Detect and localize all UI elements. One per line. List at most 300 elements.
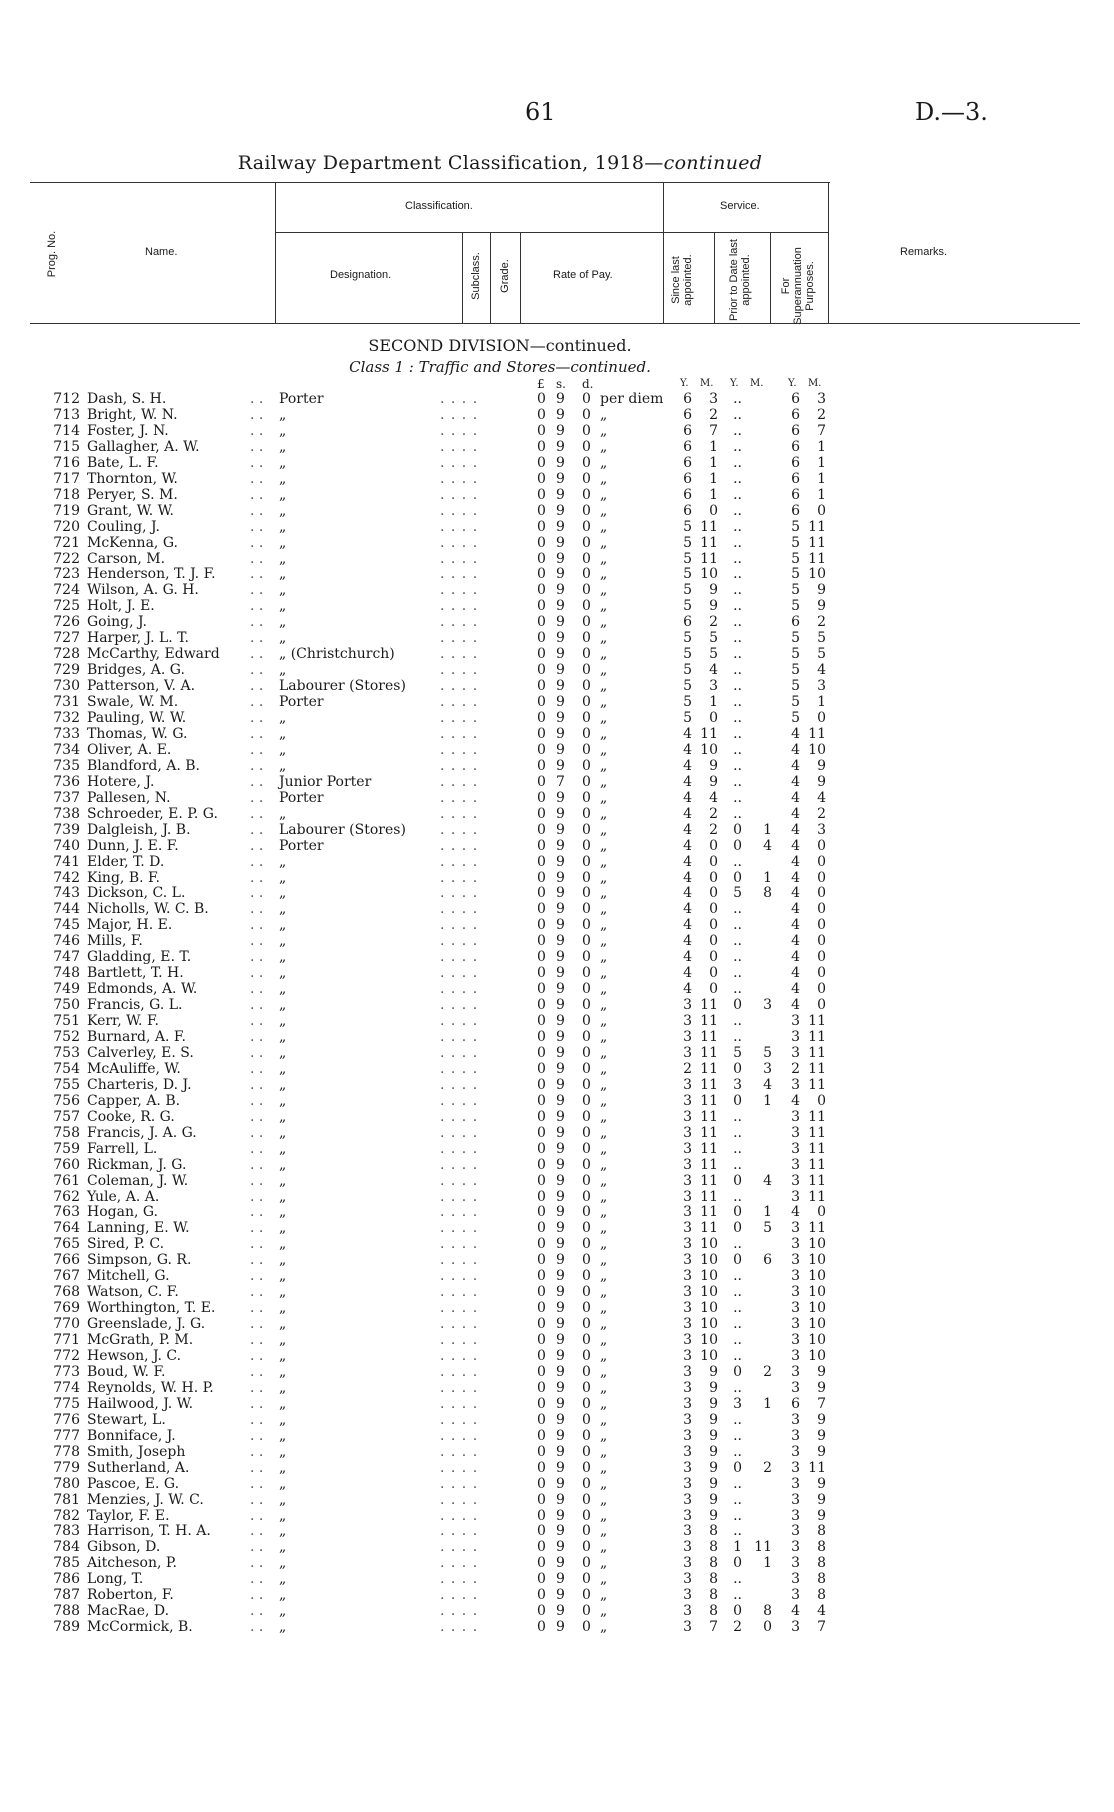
row-rate-pounds: 0 — [537, 1236, 546, 1253]
row-prog-no: 749 — [53, 981, 80, 998]
row-name: Bate, L. F. — [87, 454, 159, 471]
row-since-months: 11 — [700, 1140, 718, 1157]
row-rate-shillings: 9 — [556, 725, 565, 742]
row-rate-shillings: 9 — [556, 837, 565, 854]
row-since-years: 5 — [683, 710, 692, 726]
row-prior-years: 0 — [733, 1603, 742, 1620]
page-number: 61 — [525, 98, 556, 126]
row-name: McCarthy, Edward — [87, 646, 220, 663]
table-row — [0, 774, 1114, 790]
row-super-months: 1 — [817, 486, 826, 503]
row-rate-unit: „ — [600, 917, 608, 934]
row-designation: „ (Christchurch) — [279, 646, 395, 663]
document-reference: D.—3. — [915, 98, 988, 126]
row-designation: „ — [279, 1220, 287, 1237]
leader-dots: . . — [250, 949, 264, 966]
row-name: Boud, W. F. — [87, 1363, 166, 1380]
row-name: Greenslade, J. G. — [87, 1316, 206, 1333]
leader-dots: . . — [250, 1268, 264, 1285]
unit-prior-months: M. — [750, 378, 764, 389]
row-since-years: 3 — [683, 1284, 692, 1301]
row-rate-pounds: 0 — [537, 1092, 546, 1109]
leader-dots: . . — [250, 1507, 264, 1524]
row-name: Edmonds, A. W. — [87, 981, 198, 998]
row-prior-years: .. — [733, 757, 742, 774]
table-row — [0, 439, 1114, 455]
leader-dots: . . . . — [440, 582, 479, 599]
row-designation: „ — [279, 486, 287, 503]
leader-dots: . . — [250, 1427, 264, 1444]
row-rate-pence: 0 — [582, 821, 591, 838]
row-since-months: 9 — [709, 1395, 718, 1412]
row-prior-years: .. — [733, 853, 742, 870]
row-rate-pence: 0 — [582, 949, 591, 966]
row-prior-years: 0 — [733, 1252, 742, 1269]
row-rate-unit: „ — [600, 1284, 608, 1301]
header-prior-to-date: Prior to Date last appointed. — [728, 239, 752, 321]
row-prior-months: 1 — [763, 1204, 772, 1221]
row-rate-pence: 0 — [582, 1060, 591, 1077]
row-name: Bridges, A. G. — [87, 662, 185, 679]
row-rate-shillings: 9 — [556, 821, 565, 838]
row-super-months: 10 — [808, 1284, 826, 1301]
row-super-years: 4 — [791, 837, 800, 854]
row-rate-pounds: 0 — [537, 1060, 546, 1077]
row-prog-no: 763 — [53, 1204, 80, 1221]
row-designation: „ — [279, 1188, 287, 1205]
row-rate-shillings: 9 — [556, 582, 565, 599]
table-row — [0, 1523, 1114, 1539]
row-prior-years: 0 — [733, 1459, 742, 1476]
row-rate-pounds: 0 — [537, 741, 546, 758]
table-row — [0, 519, 1114, 535]
row-since-months: 10 — [700, 1316, 718, 1333]
row-name: Holt, J. E. — [87, 598, 155, 615]
row-since-years: 4 — [683, 805, 692, 822]
leader-dots: . . . . — [440, 1443, 479, 1460]
row-prior-months: 1 — [763, 869, 772, 886]
leader-dots: . . . . — [440, 1475, 479, 1492]
row-name: Foster, J. N. — [87, 422, 169, 439]
row-rate-pounds: 0 — [537, 550, 546, 567]
row-rate-pence: 0 — [582, 1316, 591, 1333]
row-since-years: 5 — [683, 694, 692, 711]
row-since-years: 3 — [683, 1427, 692, 1444]
row-rate-unit: „ — [600, 1029, 608, 1045]
header-service: Service. — [720, 200, 760, 212]
leader-dots: . . — [250, 614, 264, 631]
leader-dots: . . . . — [440, 534, 479, 551]
row-rate-pence: 0 — [582, 789, 591, 806]
row-since-months: 10 — [700, 566, 718, 583]
row-rate-pence: 0 — [582, 933, 591, 950]
leader-dots: . . . . — [440, 470, 479, 487]
row-since-months: 11 — [700, 1060, 718, 1077]
row-since-months: 11 — [700, 534, 718, 551]
row-designation: „ — [279, 1475, 287, 1492]
row-since-months: 0 — [709, 710, 718, 726]
row-rate-shillings: 9 — [556, 1076, 565, 1093]
table-row — [0, 1492, 1114, 1508]
row-since-months: 8 — [709, 1603, 718, 1620]
table-row — [0, 614, 1114, 630]
unit-since-months: M. — [700, 378, 714, 389]
row-rate-pence: 0 — [582, 1204, 591, 1221]
leader-dots: . . — [250, 1459, 264, 1476]
row-since-years: 3 — [683, 1619, 692, 1636]
row-super-years: 3 — [791, 1284, 800, 1301]
row-rate-shillings: 9 — [556, 805, 565, 822]
row-prior-years: .. — [733, 1316, 742, 1333]
row-rate-pounds: 0 — [537, 1140, 546, 1157]
class-heading: Class 1 : Traffic and Stores—continued. — [349, 358, 651, 376]
row-rate-pence: 0 — [582, 1108, 591, 1125]
row-since-years: 4 — [683, 869, 692, 886]
row-prog-no: 751 — [53, 1013, 80, 1030]
row-rate-unit: „ — [600, 1124, 608, 1141]
row-name: Grant, W. W. — [87, 502, 175, 519]
row-super-months: 10 — [808, 1348, 826, 1364]
row-prior-years: .. — [733, 1587, 742, 1604]
row-rate-shillings: 9 — [556, 885, 565, 902]
leader-dots: . . . . — [440, 837, 479, 854]
row-rate-pounds: 0 — [537, 901, 546, 918]
row-prior-years: .. — [733, 406, 742, 423]
row-since-months: 11 — [700, 1013, 718, 1030]
row-prog-no: 779 — [53, 1459, 80, 1476]
row-rate-unit: „ — [600, 1603, 608, 1620]
row-super-months: 10 — [808, 1332, 826, 1349]
row-prior-months: 3 — [763, 1060, 772, 1077]
row-prog-no: 759 — [53, 1140, 80, 1157]
row-rate-pence: 0 — [582, 598, 591, 615]
row-super-years: 3 — [791, 1108, 800, 1125]
row-designation: „ — [279, 1603, 287, 1620]
row-rate-unit: „ — [600, 741, 608, 758]
row-rate-shillings: 9 — [556, 789, 565, 806]
table-row — [0, 1508, 1114, 1524]
row-since-months: 0 — [709, 901, 718, 918]
row-since-months: 11 — [700, 725, 718, 742]
row-rate-unit: „ — [600, 1571, 608, 1588]
row-designation: „ — [279, 741, 287, 758]
row-rate-pounds: 0 — [537, 406, 546, 423]
row-super-months: 11 — [808, 725, 826, 742]
row-since-months: 0 — [709, 502, 718, 519]
row-prior-years: .. — [733, 662, 742, 679]
leader-dots: . . . . — [440, 773, 479, 790]
row-super-months: 11 — [808, 1188, 826, 1205]
leader-dots: . . . . — [440, 725, 479, 742]
row-designation: Porter — [279, 837, 324, 854]
row-name: Mills, F. — [87, 933, 143, 950]
row-rate-pounds: 0 — [537, 566, 546, 583]
row-super-months: 3 — [817, 821, 826, 838]
leader-dots: . . . . — [440, 1044, 479, 1061]
row-rate-shillings: 9 — [556, 1491, 565, 1508]
row-prior-years: .. — [733, 1236, 742, 1253]
row-since-years: 3 — [683, 1108, 692, 1125]
row-name: Gladding, E. T. — [87, 949, 192, 966]
row-prog-no: 758 — [53, 1124, 80, 1141]
row-prior-years: 0 — [733, 1555, 742, 1572]
row-since-years: 3 — [683, 997, 692, 1014]
row-rate-pounds: 0 — [537, 502, 546, 519]
row-since-years: 6 — [683, 614, 692, 631]
row-rate-unit: „ — [600, 438, 608, 455]
row-prog-no: 760 — [53, 1156, 80, 1173]
row-since-months: 0 — [709, 853, 718, 870]
table-row — [0, 997, 1114, 1013]
leader-dots: . . — [250, 1619, 264, 1636]
row-rate-unit: „ — [600, 1013, 608, 1030]
leader-dots: . . — [250, 1076, 264, 1093]
row-rate-unit: „ — [600, 965, 608, 982]
row-rate-shillings: 9 — [556, 694, 565, 711]
row-since-years: 6 — [683, 470, 692, 487]
leader-dots: . . . . — [440, 502, 479, 519]
row-prior-months: 5 — [763, 1220, 772, 1237]
leader-dots: . . . . — [440, 1252, 479, 1269]
row-rate-pence: 0 — [582, 725, 591, 742]
row-designation: „ — [279, 917, 287, 934]
row-designation: „ — [279, 1204, 287, 1221]
row-designation: „ — [279, 981, 287, 998]
table-row — [0, 598, 1114, 614]
unit-shillings: s. — [556, 377, 566, 391]
row-super-years: 3 — [791, 1220, 800, 1237]
row-designation: „ — [279, 566, 287, 583]
leader-dots: . . . . — [440, 1571, 479, 1588]
table-row — [0, 678, 1114, 694]
leader-dots: . . — [250, 518, 264, 535]
row-since-years: 5 — [683, 534, 692, 551]
row-name: Harrison, T. H. A. — [87, 1523, 211, 1540]
row-designation: „ — [279, 1156, 287, 1173]
leader-dots: . . — [250, 1252, 264, 1269]
row-prior-years: .. — [733, 1284, 742, 1301]
row-prog-no: 784 — [53, 1539, 80, 1556]
row-super-months: 11 — [808, 534, 826, 551]
row-prog-no: 720 — [53, 518, 80, 535]
row-super-years: 3 — [791, 1379, 800, 1396]
unit-prior-years: Y. — [730, 378, 739, 389]
row-prog-no: 768 — [53, 1284, 80, 1301]
row-since-years: 3 — [683, 1268, 692, 1285]
row-rate-unit: „ — [600, 534, 608, 551]
row-prior-years: 0 — [733, 1092, 742, 1109]
row-rate-shillings: 9 — [556, 1252, 565, 1269]
row-name: Sutherland, A. — [87, 1459, 190, 1476]
row-super-years: 3 — [791, 1427, 800, 1444]
header-subclass: Subclass. — [470, 252, 482, 300]
row-rate-pence: 0 — [582, 1172, 591, 1189]
row-super-months: 11 — [808, 1124, 826, 1141]
row-super-months: 1 — [817, 470, 826, 487]
row-rate-unit: „ — [600, 1044, 608, 1061]
row-rate-shillings: 9 — [556, 1571, 565, 1588]
row-prior-years: 5 — [733, 885, 742, 902]
table-row — [0, 1204, 1114, 1220]
row-name: Carson, M. — [87, 550, 166, 567]
row-rate-shillings: 9 — [556, 1507, 565, 1524]
row-prog-no: 742 — [53, 869, 80, 886]
row-since-months: 2 — [709, 821, 718, 838]
leader-dots: . . — [250, 470, 264, 487]
row-prior-years: .. — [733, 1268, 742, 1285]
row-super-years: 3 — [791, 1172, 800, 1189]
leader-dots: . . . . — [440, 630, 479, 647]
row-prior-years: .. — [733, 710, 742, 726]
row-rate-pence: 0 — [582, 869, 591, 886]
table-row — [0, 1093, 1114, 1109]
row-rate-pence: 0 — [582, 1539, 591, 1556]
row-super-years: 3 — [791, 1252, 800, 1269]
row-prog-no: 738 — [53, 805, 80, 822]
row-name: Stewart, L. — [87, 1411, 166, 1428]
row-designation: „ — [279, 1044, 287, 1061]
row-designation: „ — [279, 630, 287, 647]
row-rate-unit: „ — [600, 1076, 608, 1093]
row-super-years: 3 — [791, 1539, 800, 1556]
row-rate-pounds: 0 — [537, 1013, 546, 1030]
row-prior-years: .. — [733, 1571, 742, 1588]
row-since-years: 2 — [683, 1060, 692, 1077]
row-since-years: 3 — [683, 1571, 692, 1588]
row-rate-shillings: 9 — [556, 470, 565, 487]
row-since-months: 11 — [700, 1044, 718, 1061]
row-prog-no: 739 — [53, 821, 80, 838]
row-prior-years: .. — [733, 1491, 742, 1508]
row-designation: „ — [279, 1555, 287, 1572]
row-rate-shillings: 9 — [556, 454, 565, 471]
leader-dots: . . . . — [440, 917, 479, 934]
title-main: Railway Department Classification, 1918— — [237, 152, 664, 174]
row-prog-no: 789 — [53, 1619, 80, 1636]
table-row — [0, 1252, 1114, 1268]
row-prior-years: .. — [733, 1124, 742, 1141]
row-rate-unit: „ — [600, 725, 608, 742]
row-prog-no: 741 — [53, 853, 80, 870]
row-designation: Porter — [279, 391, 324, 407]
row-rate-pounds: 0 — [537, 1316, 546, 1333]
row-rate-pounds: 0 — [537, 1124, 546, 1141]
row-rate-pounds: 0 — [537, 1571, 546, 1588]
row-rate-pounds: 0 — [537, 678, 546, 695]
row-rate-shillings: 9 — [556, 1587, 565, 1604]
row-name: Thornton, W. — [87, 470, 178, 487]
row-prior-months: 2 — [763, 1363, 772, 1380]
row-super-years: 3 — [791, 1029, 800, 1045]
row-super-years: 4 — [791, 997, 800, 1014]
table-row — [0, 1571, 1114, 1587]
row-prior-years: .. — [733, 1443, 742, 1460]
row-super-months: 2 — [817, 805, 826, 822]
row-since-years: 5 — [683, 518, 692, 535]
row-name: Aitcheson, P. — [87, 1555, 177, 1572]
leader-dots: . . . . — [440, 518, 479, 535]
leader-dots: . . . . — [440, 1204, 479, 1221]
row-since-months: 2 — [709, 805, 718, 822]
row-since-months: 1 — [709, 454, 718, 471]
leader-dots: . . . . — [440, 981, 479, 998]
row-rate-pounds: 0 — [537, 1443, 546, 1460]
row-super-months: 4 — [817, 789, 826, 806]
row-prog-no: 770 — [53, 1316, 80, 1333]
row-rate-pounds: 0 — [537, 1188, 546, 1205]
row-rate-pounds: 0 — [537, 598, 546, 615]
table-row — [0, 1268, 1114, 1284]
row-since-years: 3 — [683, 1395, 692, 1412]
row-designation: „ — [279, 1092, 287, 1109]
row-rate-pence: 0 — [582, 566, 591, 583]
row-designation: „ — [279, 1124, 287, 1141]
table-row — [0, 471, 1114, 487]
row-rate-pence: 0 — [582, 1587, 591, 1604]
row-prog-no: 733 — [53, 725, 80, 742]
leader-dots: . . . . — [440, 694, 479, 711]
row-rate-shillings: 9 — [556, 981, 565, 998]
row-super-months: 11 — [808, 1013, 826, 1030]
table-row — [0, 1141, 1114, 1157]
row-designation: „ — [279, 1491, 287, 1508]
leader-dots: . . . . — [440, 885, 479, 902]
leader-dots: . . — [250, 1108, 264, 1125]
row-since-years: 3 — [683, 1363, 692, 1380]
row-name: Francis, J. A. G. — [87, 1124, 197, 1141]
row-super-months: 1 — [817, 454, 826, 471]
row-prog-no: 715 — [53, 438, 80, 455]
row-rate-shillings: 9 — [556, 965, 565, 982]
row-super-years: 3 — [791, 1124, 800, 1141]
row-name: Gibson, D. — [87, 1539, 161, 1556]
row-prior-months: 1 — [763, 1092, 772, 1109]
table-row — [0, 1236, 1114, 1252]
table-row — [0, 535, 1114, 551]
leader-dots: . . . . — [440, 1236, 479, 1253]
row-since-months: 11 — [700, 1220, 718, 1237]
row-rate-pence: 0 — [582, 1076, 591, 1093]
leader-dots: . . . . — [440, 454, 479, 471]
row-rate-shillings: 9 — [556, 422, 565, 439]
row-name: Kerr, W. F. — [87, 1013, 159, 1030]
row-super-years: 3 — [791, 1363, 800, 1380]
leader-dots: . . — [250, 837, 264, 854]
table-row — [0, 1316, 1114, 1332]
row-super-months: 4 — [817, 662, 826, 679]
row-since-months: 9 — [709, 1491, 718, 1508]
row-prog-no: 734 — [53, 741, 80, 758]
table-row — [0, 981, 1114, 997]
row-rate-pounds: 0 — [537, 534, 546, 551]
row-prog-no: 756 — [53, 1092, 80, 1109]
row-prior-months: 2 — [763, 1459, 772, 1476]
row-rate-pounds: 0 — [537, 1204, 546, 1221]
row-prior-years: 3 — [733, 1076, 742, 1093]
row-super-months: 7 — [817, 1395, 826, 1412]
leader-dots: . . — [250, 630, 264, 647]
row-rate-shillings: 9 — [556, 1363, 565, 1380]
row-since-months: 0 — [709, 949, 718, 966]
row-super-years: 3 — [791, 1475, 800, 1492]
row-rate-unit: „ — [600, 1507, 608, 1524]
row-super-months: 8 — [817, 1571, 826, 1588]
row-rate-pence: 0 — [582, 1443, 591, 1460]
row-rate-pence: 0 — [582, 1220, 591, 1237]
row-since-years: 3 — [683, 1172, 692, 1189]
row-super-years: 3 — [791, 1619, 800, 1636]
table-row — [0, 790, 1114, 806]
